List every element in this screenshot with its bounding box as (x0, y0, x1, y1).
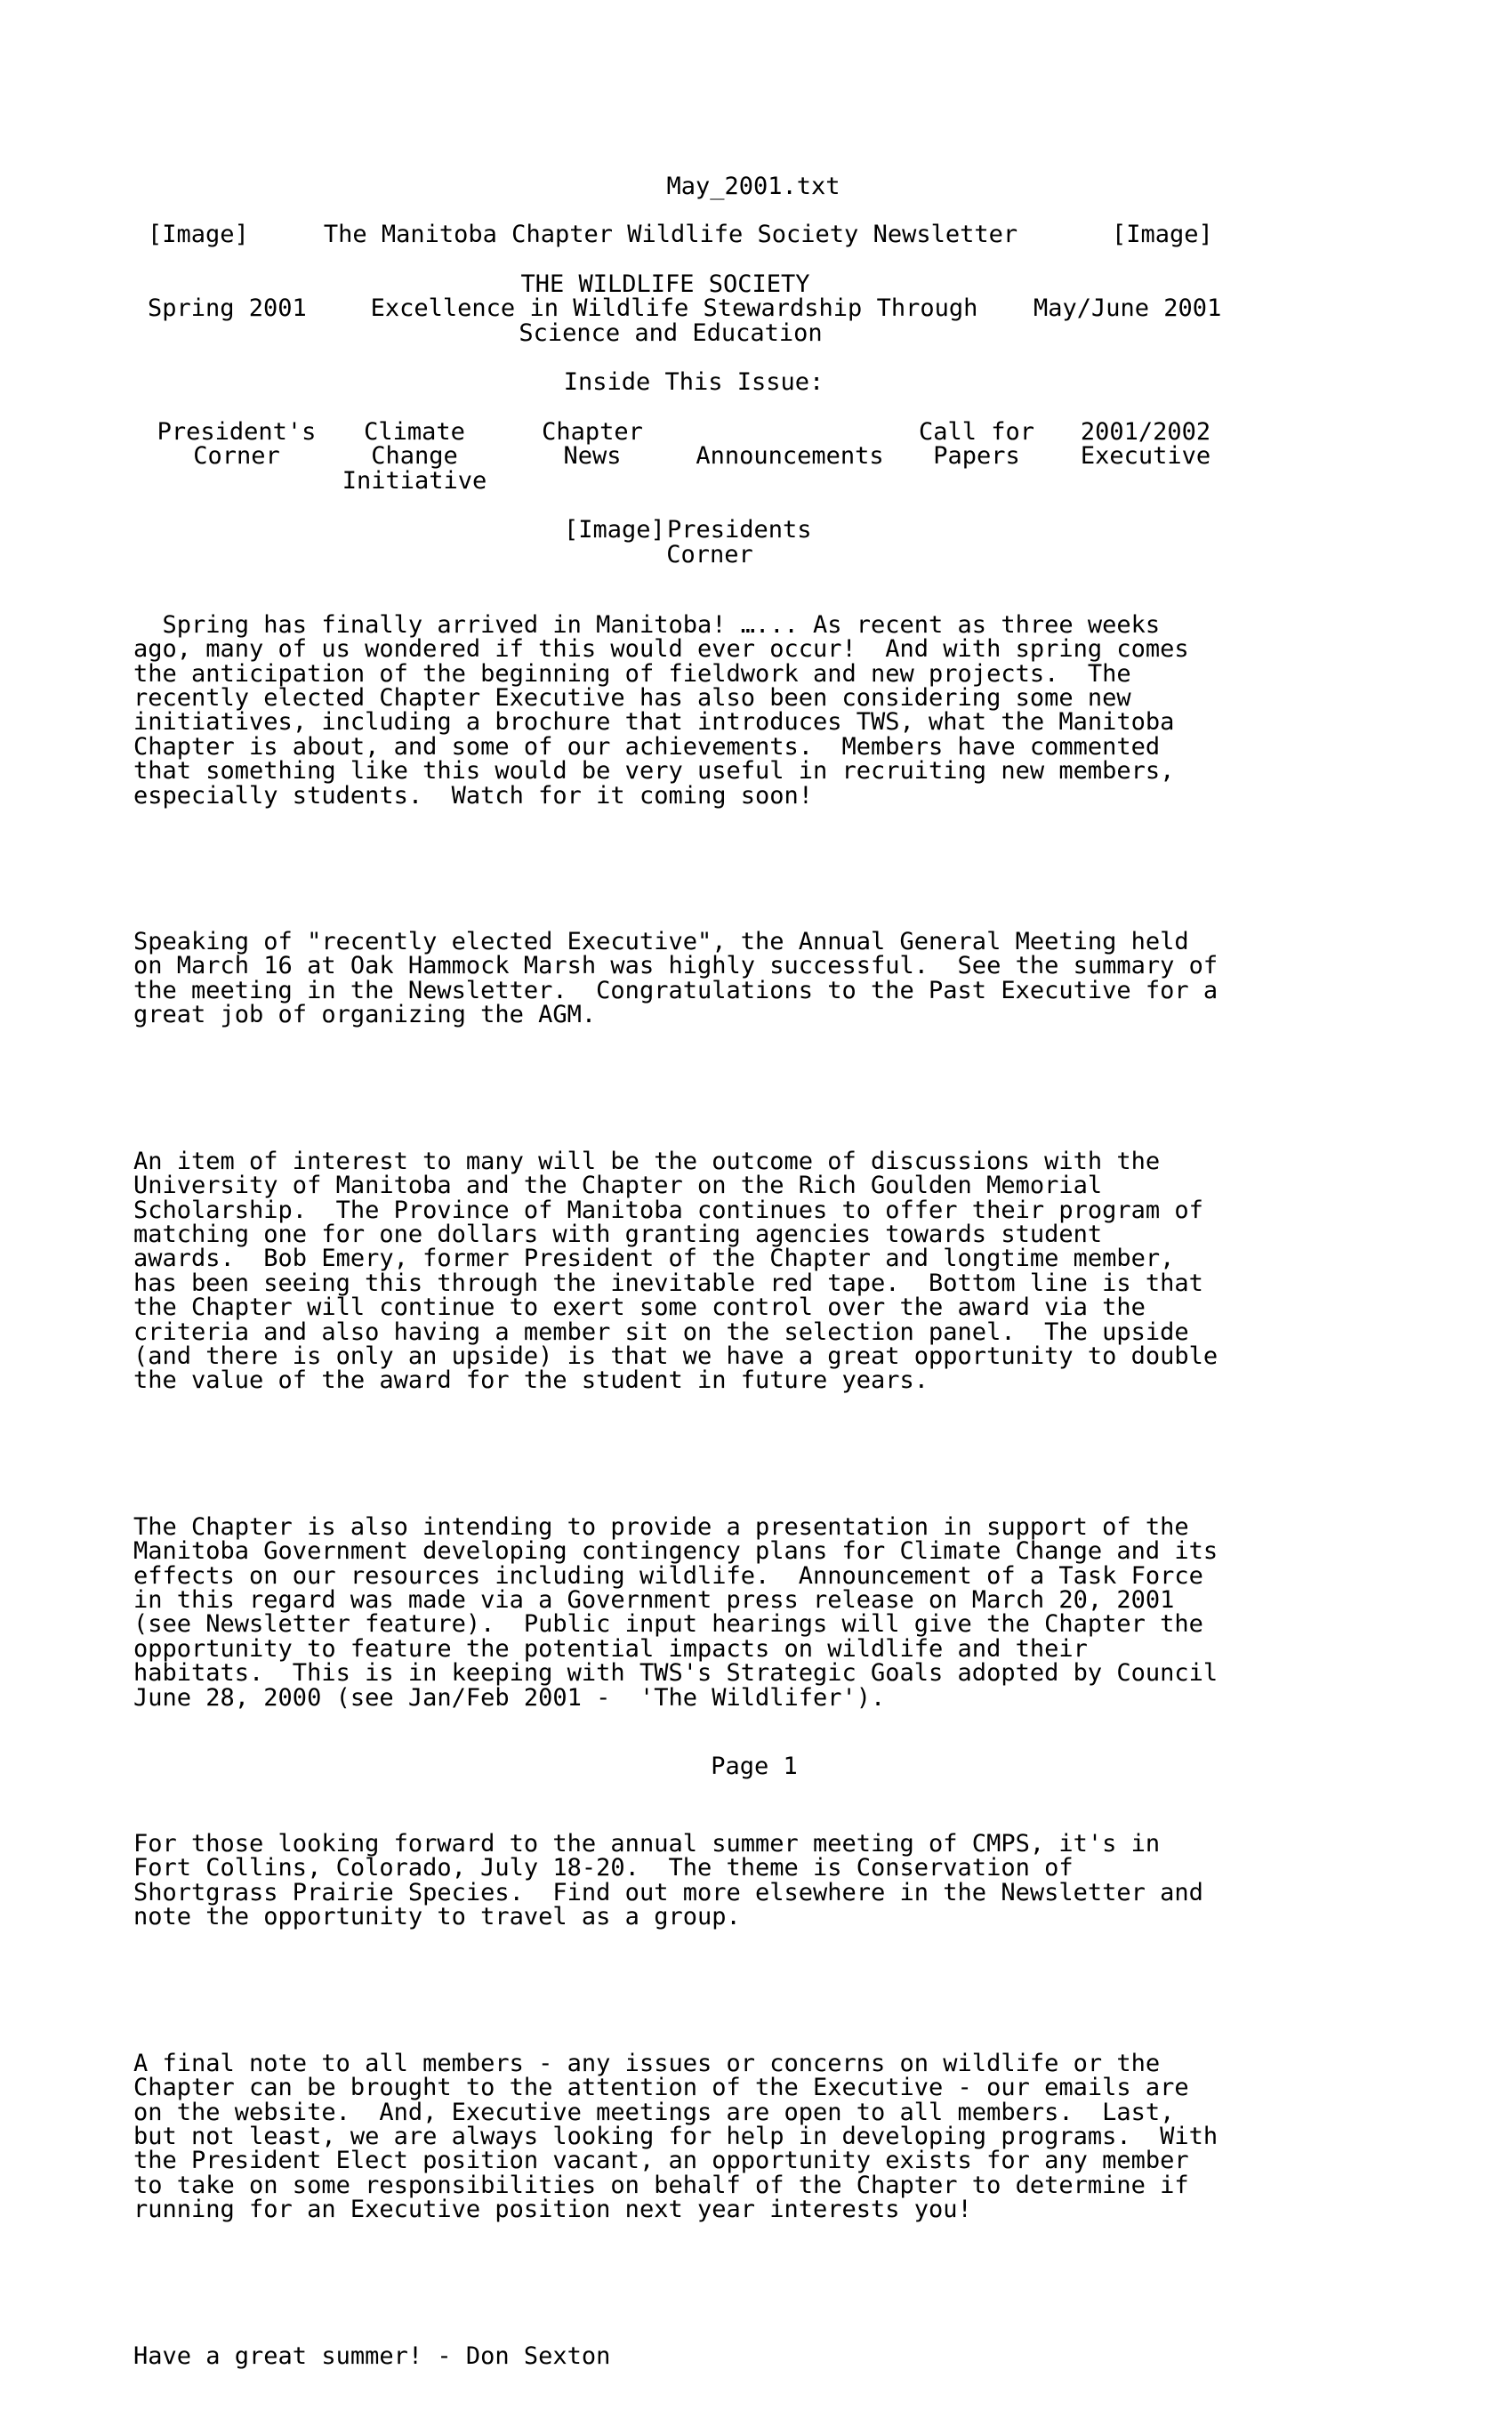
section-heading-line-2: Corner (666, 541, 753, 568)
contents-item-line: Chapter (542, 418, 643, 446)
contents-item-line: Executive (1080, 442, 1211, 470)
article-body (133, 564, 1290, 2417)
newsletter-title: The Manitoba Chapter Wildlife Society Newsletter (323, 221, 1018, 248)
contents-item-line: Climate (364, 418, 465, 446)
contents-item-line: 2001/2002 (1080, 418, 1211, 446)
section-heading-line-1: Presidents (667, 516, 812, 544)
motto-line-2: Science and Education (519, 319, 823, 347)
header-image-left: [Image] (148, 221, 249, 248)
contents-item-line: News (563, 442, 622, 470)
header-image-right: [Image] (1112, 221, 1213, 248)
contents-item-line: President's (157, 418, 317, 446)
paragraph: For those looking forward to the annual summer meeting of CMPS, it's in Fort Collins, Colorado, July 18-20. The theme is Conservation of Shortgrass Prairie Species. Find out more elsewhere in the Newsletter and note the opportunity to travel as a group. (133, 1830, 1203, 1931)
contents-item-line: Papers (933, 442, 1020, 470)
sign-off: Have a great summer! - Don Sexton (133, 2341, 611, 2370)
season-label: Spring 2001 (148, 294, 307, 322)
issue-date: May/June 2001 (1033, 294, 1222, 322)
inside-issue-heading: Inside This Issue: (563, 368, 824, 396)
file-title: May_2001.txt (666, 173, 840, 200)
contents-item-line: Announcements (696, 442, 884, 470)
paragraph: The Chapter is also intending to provide a presentation in support of the Manitoba Government developing contingency plans for Climate Change and its effects on our resources including wildlife. Announcement of a Task Force in this regard was made via a Government press release on March 20, 2001 (see Newsletter feature). Public input hearings will give the Chapter the opportunity to feature the potential impacts on wildlife and their habitats. This is in keeping with TWS's Strategic Goals adopted by Council June 28, 2000 (see Jan/Feb 2001 - 'The Wildlifer'). (133, 1512, 1218, 1712)
section-image: [Image] (564, 516, 665, 544)
paragraph: A final note to all members - any issues or concerns on wildlife or the Chapter can be brought to the attention of the Executive - our emails are on the website. And, Executive meetings are open to all members. Last, but not least, we are always looking for help in developing programs. With the President Elect position vacant, an opportunity exists for any member to take on some responsibilities on behalf of the Chapter to determine if running for an Executive position next year interests you! (133, 2049, 1218, 2224)
contents-item-line: Change (371, 442, 458, 470)
page-number: Page 1 (711, 1753, 798, 1780)
paragraph: Spring has finally arrived in Manitoba! …... As recent as three weeks ago, many of us wondered if this would ever occur! And with spring comes the anticipation of the beginning of fieldwork and new projects. The recently elected Chapter Executive has also been considering some new initiatives, including a brochure that introduces TWS, what the Manitoba Chapter is about, and some of our achievements. Members have commented that something like this would be very useful in recruiting new members, especially students. Watch for it coming soon! (133, 610, 1189, 810)
contents-item-line: Initiative (342, 467, 487, 495)
society-name: THE WILDLIFE SOCIETY (520, 270, 810, 298)
contents-item-line: Call for (918, 418, 1035, 446)
paragraph: Speaking of "recently elected Executive", the Annual General Meeting held on March 16 at Oak Hammock Marsh was highly successful. See the summary of the meeting in the Newsletter. Congratulations to the Past Executive for a great job of organizing the AGM. (133, 928, 1218, 1029)
paragraph: An item of interest to many will be the outcome of discussions with the University of Manitoba and the Chapter on the Rich Goulden Memorial Scholarship. The Province of Manitoba continues to offer their program of matching one for one dollars with granting agencies towards student awards. Bob Emery, former President of the Chapter and longtime member, has been seeing this through the inevitable red tape. Bottom line is that the Chapter will continue to exert some control over the award via the criteria and also having a member sit on the selection panel. The upside (and there is only an upside) is that we have a great opportunity to double the value of the award for the student in future years. (133, 1147, 1218, 1395)
motto-line-1: Excellence in Wildlife Stewardship Through (370, 294, 978, 322)
contents-item-line: Corner (193, 442, 280, 470)
